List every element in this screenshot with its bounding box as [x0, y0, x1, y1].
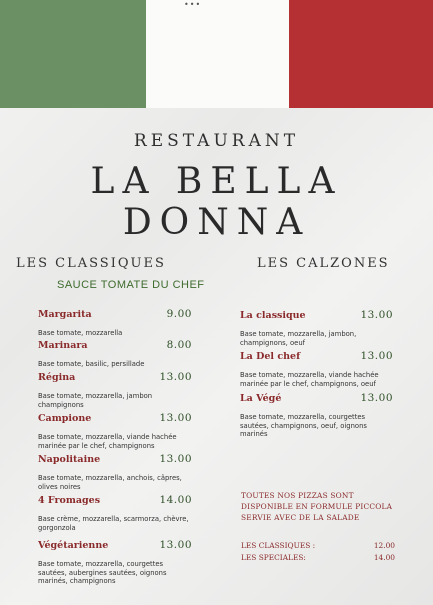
italian-flag-banner — [0, 0, 433, 108]
menu-item — [38, 339, 192, 369]
item-description: Base tomate, mozzarella, courgettes sautées, champignons, oeuf, oignons marinés — [240, 413, 367, 439]
menu-item — [240, 309, 393, 347]
item-description: Base tomate, mozzarella, jambon champignons — [38, 392, 153, 409]
item-price: 13.00 — [360, 392, 393, 404]
item-name: La Del chef — [240, 351, 301, 362]
item-name: Napolitaine — [38, 454, 101, 465]
item-description: Base tomate, basilic, persillade — [38, 360, 145, 368]
menu-item — [240, 392, 393, 439]
menu-item — [38, 539, 192, 586]
item-name: La classique — [240, 310, 306, 321]
item-description: Base tomate, mozzarella, courgettes sautées, aubergines sautées, oignons marinés, champignons — [38, 560, 167, 586]
item-description: Base tomate, mozzarella, viande hachée marinée par le chef, champignons — [38, 433, 177, 450]
item-name: Régina — [38, 372, 76, 383]
menu-item — [240, 350, 393, 388]
promo-line: SERVIE AVEC DE LA SALADE — [241, 513, 360, 522]
item-name: Marinara — [38, 340, 88, 351]
formula-prices — [241, 540, 395, 564]
formula-classiques-label: LES CLASSIQUES : — [241, 541, 316, 550]
item-description: Base tomate, mozzarella, anchois, câpres, olives noires — [38, 474, 182, 491]
more-options-icon[interactable]: ••• — [184, 0, 202, 9]
menu-item — [38, 453, 192, 491]
menu-item — [38, 371, 192, 409]
item-name: Campione — [38, 413, 92, 424]
section-title-classiques: LES CLASSIQUES — [16, 256, 166, 271]
section-title-calzones: LES CALZONES — [257, 256, 390, 271]
restaurant-label: RESTAURANT — [133, 131, 300, 151]
flag-stripe-white — [146, 0, 289, 108]
item-name: 4 Fromages — [38, 495, 101, 506]
sauce-label: SAUCE TOMATE DU CHEF — [57, 279, 205, 291]
formula-piccola-note — [241, 490, 421, 523]
restaurant-name-line2: DONNA — [122, 202, 311, 243]
item-price: 9.00 — [166, 308, 192, 320]
menu-item — [38, 494, 192, 532]
item-price: 8.00 — [166, 339, 192, 351]
item-price: 14.00 — [159, 494, 192, 506]
formula-classiques-price: 12.00 — [373, 541, 395, 550]
menu-item — [38, 412, 192, 450]
item-price: 13.00 — [159, 412, 192, 424]
promo-line: TOUTES NOS PIZZAS SONT — [241, 491, 354, 500]
item-price: 13.00 — [159, 371, 192, 383]
menu-item — [38, 308, 192, 338]
item-price: 13.00 — [159, 539, 192, 551]
item-name: Végétarienne — [38, 540, 109, 551]
item-description: Base tomate, mozzarella — [38, 329, 123, 337]
promo-line: DISPONIBLE EN FORMULE PICCOLA — [241, 502, 393, 511]
item-name: La Végé — [240, 393, 282, 404]
item-price: 13.00 — [360, 309, 393, 321]
restaurant-name-line1: LA BELLA — [90, 161, 343, 202]
flag-stripe-green — [0, 0, 146, 108]
item-price: 13.00 — [360, 350, 393, 362]
item-description: Base tomate, mozzarella, viande hachée marinée par le chef, champignons, oeuf — [240, 371, 379, 388]
item-description: Base tomate, mozzarella, jambon, champignons, oeuf — [240, 330, 357, 347]
item-description: Base crème, mozzarella, scarmorza, chèvre, gorgonzola — [38, 515, 189, 532]
formula-speciales-price: 14.00 — [373, 553, 395, 562]
flag-stripe-red — [289, 0, 433, 108]
item-price: 13.00 — [159, 453, 192, 465]
item-name: Margarita — [38, 309, 92, 320]
formula-speciales-label: LES SPECIALES: — [241, 553, 306, 562]
